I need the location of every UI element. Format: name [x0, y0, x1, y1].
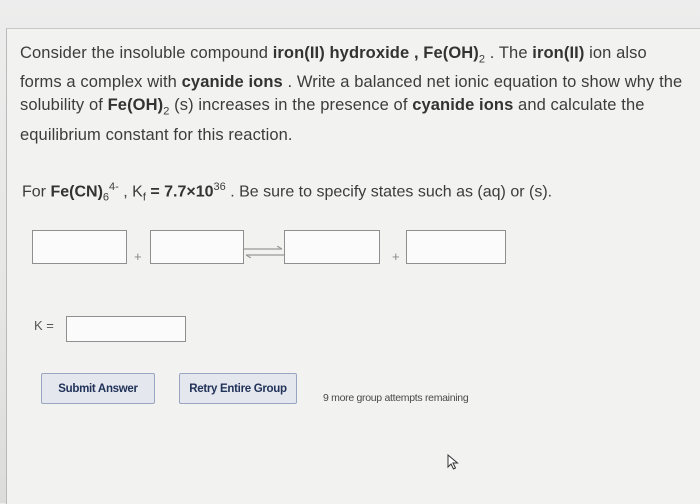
retry-entire-group-button[interactable]: Retry Entire Group	[179, 373, 297, 404]
equilibrium-arrow-icon	[244, 246, 284, 258]
question-text: Consider the insoluble compound iron(II) hydroxide , $Fe(OH)_2$ . The iron(II) ion also forms a complex with cyanide ions . Write a balanced net ionic equation to show why the solubility of $Fe(OH)_2$ (s) increases in the presence of cyanide ions and calculate the equilibrium constant for this reaction.	[20, 44, 683, 144]
product-2-input[interactable]	[406, 230, 506, 264]
plus-sign: +	[134, 249, 142, 264]
plus-sign: +	[392, 249, 400, 264]
k-label: K =	[34, 318, 54, 333]
mouse-cursor-icon	[447, 454, 459, 470]
submit-answer-button[interactable]: Submit Answer	[41, 373, 155, 404]
product-1-input[interactable]	[284, 230, 380, 264]
reactant-1-input[interactable]	[32, 230, 127, 264]
kf-info: For $Fe(CN)_6^{4-}$ , $K_f = 7.7\times 10^{36}$ . Be sure to specify states such as (aq) or (s).	[22, 181, 553, 204]
attempts-remaining-text: 9 more group attempts remaining	[323, 392, 469, 404]
reactant-2-input[interactable]	[150, 230, 244, 264]
k-value-input[interactable]	[66, 316, 186, 342]
